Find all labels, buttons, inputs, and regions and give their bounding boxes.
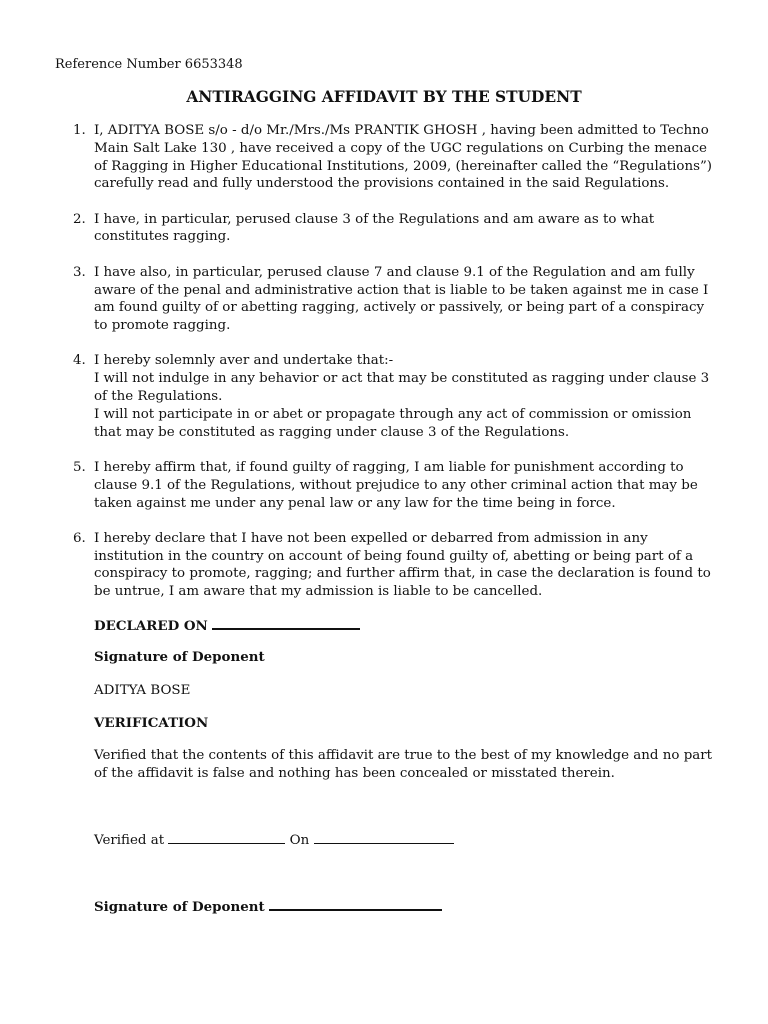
- clause-text: I, ADITYA BOSE s/o - d/o Mr./Mrs./Ms PRANTIK GHOSH , having been admitted to Techno Main Salt Lake 130 , have received a copy of the UGC regulations on Curbing the menace of Ragging in Higher Educational Institutions, 2009, (hereinafter called the “Regulations”) carefully read and fully understood the provisions contained in the said Regulations.: [94, 123, 713, 192]
- reference-number: Reference Number 6653348: [55, 57, 243, 72]
- clause-text: I will not participate in or abet or propagate through any act of commission or omission that may be constituted as ragging under clause 3 of the Regulations.: [94, 406, 692, 440]
- declared-on-row: [94, 616, 716, 636]
- clause-text: I have, in particular, perused clause 3 of the Regulations and am aware as to what constitutes ragging.: [94, 211, 655, 245]
- clause-4: [73, 352, 716, 441]
- clause-text: I will not indulge in any behavior or act that may be constituted as ragging under clause 3 of the Regulations.: [94, 371, 710, 405]
- verified-at-row: [94, 831, 716, 850]
- verified-on-blank[interactable]: [314, 831, 454, 844]
- clause-text: I have also, in particular, perused clause 7 and clause 9.1 of the Regulation and am fully aware of the penal and administrative action that is liable to be taken against me in case I am found guilty of or abetting ragging, actively or passively, or being part of a conspiracy to promote ragging.: [94, 264, 709, 334]
- clause-5: [73, 459, 716, 512]
- verified-at-label: Verified at: [94, 833, 165, 848]
- clause-number: 1.: [73, 123, 86, 138]
- declared-on-blank[interactable]: [212, 616, 360, 630]
- declared-on-label: DECLARED ON: [94, 618, 208, 634]
- clause-number: 2.: [73, 211, 86, 227]
- clause-text: I hereby declare that I have not been expelled or debarred from admission in any institution in the country on account of being found guilty of, abetting or being part of a conspiracy to promote, ragging; and further affirm that, in case the declaration is found to be untrue, I am aware that my admission is liable to be cancelled.: [94, 530, 711, 600]
- affidavit-clauses: [73, 122, 716, 619]
- verification-text: Verified that the contents of this affidavit are true to the best of my knowledge and no part of the affidavit is false and nothing has been concealed or misstated therein.: [94, 748, 713, 781]
- deponent-name: ADITYA BOSE: [94, 683, 191, 698]
- verified-at-blank[interactable]: [168, 831, 285, 844]
- clause-number: 4.: [73, 353, 86, 369]
- document-title: ANTIRAGGING AFFIDAVIT BY THE STUDENT: [186, 88, 582, 106]
- clause-3: [73, 264, 716, 335]
- clause-number: 3.: [73, 264, 86, 280]
- clause-number: 6.: [73, 530, 86, 546]
- clause-2: [73, 211, 716, 247]
- clause-1: [73, 122, 716, 193]
- signature-label: Signature of Deponent: [94, 649, 265, 665]
- clause-6: [73, 530, 716, 601]
- clause-text: I hereby solemnly aver and undertake that:-: [94, 353, 394, 369]
- on-label: On: [289, 833, 310, 848]
- verification-heading: VERIFICATION: [94, 715, 209, 731]
- final-signature-blank[interactable]: [269, 897, 442, 911]
- clause-number: 5.: [73, 459, 86, 475]
- clause-text: I hereby affirm that, if found guilty of ragging, I am liable for punishment according to clause 9.1 of the Regulations, without prejudice to any other criminal action that may be taken against me under any penal law or any law for the time being in force.: [94, 459, 698, 511]
- final-signature-label: Signature of Deponent: [94, 899, 265, 915]
- final-signature-row: [94, 897, 716, 917]
